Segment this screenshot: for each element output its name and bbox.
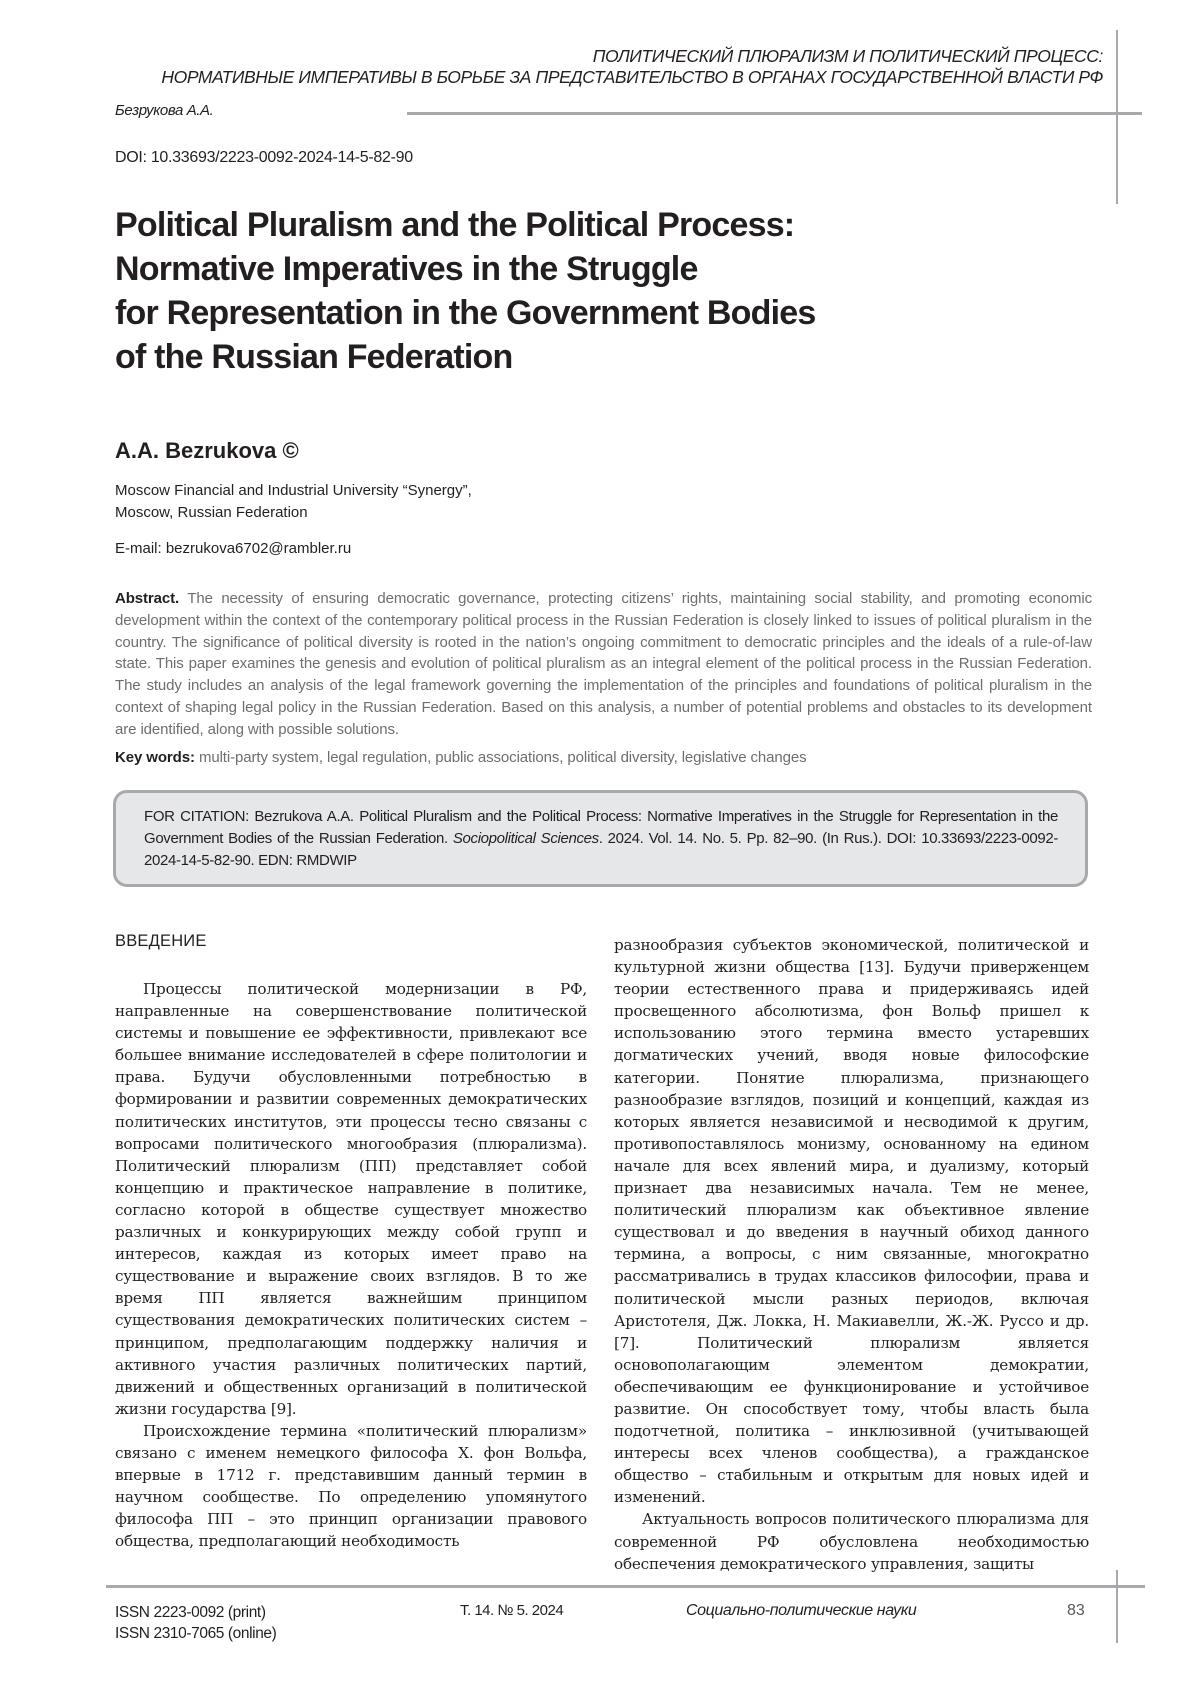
paragraph: разнообразия субъектов экономической, политической и культурной жизни общества [13]. Будучи приверженцем теории естественного права и придерживаясь идей просвещенного абсолютизма, фон Вольф пришел к использованию этого термина вместо устаревших догматических учений, вводя новые философские категории. Понятие плюрализма, признающего разнообразие взглядов, позиций и концепций, каждая из которых является независимой и несводимой к другим, противопоставлялось монизму, основанному на едином начале для всех явлений мира, и дуализму, который признает два независимых начала. Тем не менее, политический плюрализм как объективное явление существовал и до введения в научный обиход данного термина, а вопросы, с ним связанные, многократно рассматривались в трудах классиков философии, права и политической мысли разных периодов, включая Аристотеля, Дж. Локка, Н. Макиавелли, Ж.-Ж. Руссо и др. [7]. Политический плюрализм является основополагающим элементом демократии, обеспечивающим ее функционирование и устойчивое развитие. Он способствует тому, чтобы власть была подотчетной, политика – инклюзивной (учитывающей интересы всех членов сообщества), а гражданское общество – стабильным и открытым для новых идей и изменений. <box>614 936 1089 1507</box>
article-title <box>115 203 816 379</box>
affiliation-line-2: Moscow, Russian Federation <box>115 504 308 521</box>
keywords-label: Key words: <box>115 749 195 766</box>
citation-text-before: FOR CITATION: Bezrukova A.A. Political Pluralism and the Political Process: Normative Imperatives in the Struggle for Representation in the Government Bodies of the Russian Federation. <box>144 808 1058 847</box>
section-heading: ВВЕДЕНИЕ <box>115 932 207 950</box>
affiliation-line-1: Moscow Financial and Industrial University “Synergy”, <box>115 482 472 499</box>
footer-journal: Социально-политические науки <box>686 1602 917 1619</box>
running-title-line-1: ПОЛИТИЧЕСКИЙ ПЛЮРАЛИЗМ И ПОЛИТИЧЕСКИЙ ПРОЦЕСС: <box>592 46 1103 66</box>
keywords-text: multi-party system, legal regulation, public associations, political diversity, legislative changes <box>198 749 807 766</box>
running-title <box>161 46 1103 88</box>
title-line-4: of the Russian Federation <box>115 338 513 376</box>
paragraph: Актуальность вопросов политического плюрализма для современной РФ обусловлена необходимостью обеспечения демократического управления, защиты <box>614 1510 1089 1573</box>
citation-journal: Sociopolitical Sciences <box>452 830 599 847</box>
footer-rule-vertical <box>1116 1570 1118 1643</box>
header-rule-vertical <box>1116 30 1118 204</box>
doi: DOI: 10.33693/2223-0092-2024-14-5-82-90 <box>115 149 413 166</box>
title-line-3: for Representation in the Government Bodies <box>115 294 816 332</box>
keywords <box>115 749 807 766</box>
page-number: 83 <box>1067 1602 1085 1619</box>
abstract <box>115 588 1092 741</box>
title-line-2: Normative Imperatives in the Struggle <box>115 250 698 288</box>
citation-box <box>113 790 1088 887</box>
footer-issue: Т. 14. № 5. 2024 <box>460 1602 564 1619</box>
abstract-label: Abstract. <box>115 590 180 607</box>
header-rule-horizontal <box>407 112 1142 115</box>
issn-online: ISSN 2310-7065 (online) <box>115 1625 277 1642</box>
abstract-text: The necessity of ensuring democratic governance, protecting citizens’ rights, maintaining social stability, and promoting economic development within the context of the contemporary political process in the Russian Federation is closely linked to issues of political pluralism in the country. The significance of political diversity is rooted in the nation’s ongoing commitment to democratic principles and the ideals of a rule-of-law state. This paper examines the genesis and evolution of political pluralism as an integral element of the political process in the Russian Federation. The study includes an analysis of the legal framework governing the implementation of the principles and foundations of political pluralism in the context of shaping legal policy in the Russian Federation. Based on this analysis, a number of potential problems and obstacles to its development are identified, along with possible solutions. <box>115 590 1092 738</box>
title-line-1: Political Pluralism and the Political Process: <box>115 206 795 244</box>
left-column <box>115 978 587 1552</box>
running-title-line-2: НОРМАТИВНЫЕ ИМПЕРАТИВЫ В БОРЬБЕ ЗА ПРЕДСТАВИТЕЛЬСТВО В ОРГАНАХ ГОСУДАРСТВЕННОЙ ВЛАСТИ РФ <box>161 67 1103 87</box>
paragraph: Процессы политической модернизации в РФ, направленные на совершенствование политической системы и повышение ее эффективности, привлекают все большее внимание исследователей в сфере политологии и права. Будучи обусловленными потребностью в формировании и развитии современных демократических политических институтов, эти процессы тесно связаны с вопросами политического многообразия (плюрализма). Политический плюрализм (ПП) представляет собой концепцию и практическое направление в политике, согласно которой в обществе существует множество различных и конкурирующих между собой групп и интересов, каждая из которых имеет право на существование и выражение своих взглядов. В то же время ПП является важнейшим принципом существования демократических политических систем – принципом, предполагающим поддержку наличия и активного участия различных политических партий, движений и общественных организаций в политической жизни государства [9]. <box>115 980 587 1418</box>
paragraph: Происхождение термина «политический плюрализм» связано с именем немецкого философа Х. фон Вольфа, впервые в 1712 г. представившим данный термин в научном сообществе. По определению упомянутого философа ПП – это принцип организации правового общества, предполагающий необходимость <box>115 1421 587 1551</box>
issn-print: ISSN 2223-0092 (print) <box>115 1604 266 1621</box>
running-author: Безрукова А.А. <box>115 102 214 119</box>
right-column <box>614 934 1089 1575</box>
author-affiliation <box>115 480 472 524</box>
author-name: A.A. Bezrukova © <box>115 438 299 463</box>
footer-rule-horizontal <box>106 1585 1145 1588</box>
author-email[interactable]: E-mail: bezrukova6702@rambler.ru <box>115 540 352 557</box>
citation-text-after: . 2024. Vol. 14. No. 5. Pp. 82–90. (In Rus.). DOI: 10.33693/2223-0092-2024-14-5-82-90. EDN: RMDWIP <box>144 830 1059 869</box>
footer-issn <box>115 1602 276 1644</box>
